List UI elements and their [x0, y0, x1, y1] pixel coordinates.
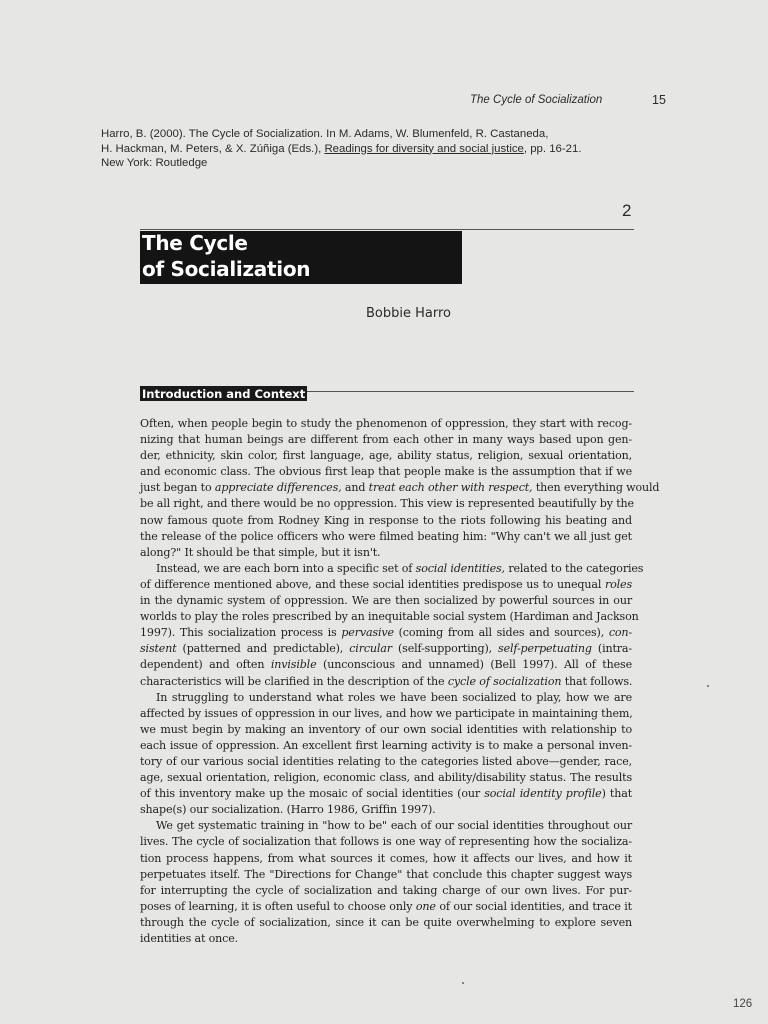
text-line: along?" It should be that simple, but it isn't. — [140, 545, 381, 559]
text-line: characteristics will be clarified in the description of the cycle of socialization that follows. — [140, 674, 633, 688]
text-line: sistent (patterned and predictable), circular (self-supporting), self-perpetuating (intra- — [140, 642, 632, 656]
text-line: Instead, we are each born into a specific set of social identities, related to the categories — [156, 561, 644, 575]
text-line: identities at once. — [140, 932, 239, 945]
text-line: 1997). This socialization process is pervasive (coming from all sides and sources), con- — [140, 626, 632, 640]
text-line: for interrupting the cycle of socialization and taking charge of our own lives. For pur- — [140, 883, 632, 897]
text-line: shape(s) our socialization. (Harro 1986, Griffin 1997). — [140, 803, 436, 817]
running-head-page-number: 15 — [652, 93, 666, 107]
text-line: affected by issues of oppression in our lives, and how we participate in maintaining them, — [140, 706, 633, 720]
running-head-title: The Cycle of Socialization — [470, 94, 603, 106]
text-line: tion process happens, from what sources it comes, how it affects our lives, and how it — [140, 851, 632, 865]
text-line: worlds to play the roles prescribed by an inequitable social system (Hardiman and Jackson — [140, 610, 639, 624]
text-line: We get systematic training in "how to be" each of our social identities throughout our — [156, 819, 632, 833]
text-line: der, ethnicity, skin color, first language, age, ability status, religion, sexual orientation, — [140, 449, 632, 463]
author-name: Bobbie Harro — [366, 306, 451, 321]
body-text — [140, 416, 660, 947]
text-line: tory of our various social identities relating to the categories listed above—gender, race, — [140, 754, 632, 768]
chapter-title-line-1: The Cycle — [142, 231, 248, 255]
chapter-number: 2 — [622, 201, 632, 220]
text-line: of difference mentioned above, and these social identities predispose us to unequal roles — [140, 577, 632, 591]
divider — [140, 229, 634, 230]
text-line: the release of the police officers who were filmed beating him: "Why can't we all just get — [140, 529, 632, 543]
scan-speck — [707, 685, 709, 687]
source-citation — [101, 127, 641, 171]
text-line: poses of learning, it is often useful to choose only one of our social identities, and trace it — [140, 899, 632, 913]
book-title-link: Readings for diversity and social justice — [324, 142, 524, 155]
running-head — [470, 94, 670, 106]
folio-number: 126 — [733, 998, 753, 1010]
chapter-title-block — [140, 231, 462, 284]
text-line: In struggling to understand what roles we have been socialized to play, how we are — [156, 690, 632, 704]
scan-speck — [462, 982, 464, 984]
chapter-title-line-2: of Socialization — [142, 257, 311, 281]
text-line: be all right, and there would be no oppression. This view is represented beautifully by the — [140, 497, 634, 511]
text-line: dependent) and often invisible (unconscious and unnamed) (Bell 1997). All of these — [140, 658, 632, 672]
text-line: through the cycle of socialization, since it can be quite overwhelming to explore seven — [140, 915, 632, 929]
citation-line: New York: Routledge — [101, 157, 208, 169]
text-line: and economic class. The obvious first leap that people make is the assumption that if we — [140, 465, 632, 479]
text-line: Often, when people begin to study the phenomenon of oppression, they start with recog- — [140, 417, 632, 430]
text-line: perpetuates itself. The "Directions for Change" that conclude this chapter suggest ways — [140, 867, 632, 881]
text-line: age, sexual orientation, religion, economic class, and ability/disability status. The results — [140, 771, 632, 785]
text-line: nizing that human beings are different from each other in many ways based upon gen- — [140, 433, 632, 447]
text-line: we must begin by making an inventory of our own social identities with relationship to — [140, 722, 632, 736]
text-line: now famous quote from Rodney King in response to the riots following his beating and — [140, 513, 632, 527]
text-line: in the dynamic system of oppression. We are then socialized by powerful sources in our — [140, 594, 632, 608]
text-line: of this inventory make up the mosaic of social identities (our social identity profile) that — [140, 787, 633, 801]
text-line: lives. The cycle of socialization that follows is one way of representing how the socializa- — [140, 835, 632, 849]
citation-line: H. Hackman, M. Peters, & X. Zúñiga (Eds.), Readings for diversity and social justice, pp. 16-21. — [101, 142, 582, 155]
text-line: just began to appreciate differences, and treat each other with respect, then everything would — [140, 481, 660, 495]
section-heading: Introduction and Context — [142, 387, 306, 401]
citation-line: Harro, B. (2000). The Cycle of Socialization. In M. Adams, W. Blumenfeld, R. Castaneda, — [101, 128, 549, 140]
text-line: each issue of oppression. An excellent first learning activity is to make a personal inven- — [140, 738, 632, 752]
